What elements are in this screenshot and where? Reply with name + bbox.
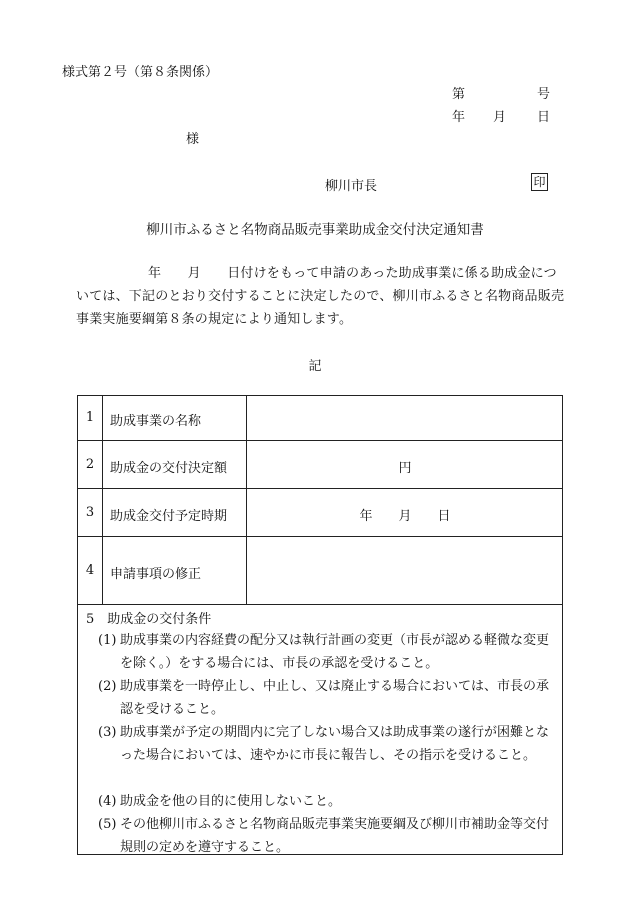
row-label: 申請事項の修正 xyxy=(110,567,202,582)
conditions-heading: 5 助成金の交付条件 xyxy=(86,612,212,627)
condition-text: 助成事業の内容経費の配分又は執行計画の変更（市長が認める軽微な変更を除く。）をする場合には、市長の承認を受けること。 xyxy=(120,633,550,671)
condition-item xyxy=(98,721,558,790)
notice-body-text: 年 月 日付けをもって申請のあった助成事業に係る助成金については、下記のとおり交付することに決定したので、柳川市ふるさと名物商品販売事業実施要綱第８条の規定により通知します。 xyxy=(76,266,565,327)
date-year: 年 xyxy=(452,110,466,125)
doc-number-prefix: 第 xyxy=(452,87,466,102)
issuer-name: 柳川市長 xyxy=(325,179,378,194)
row-label: 助成金の交付決定額 xyxy=(110,461,228,476)
condition-item xyxy=(98,813,558,853)
row-number: 3 xyxy=(85,505,95,520)
condition-number: (5) xyxy=(98,817,117,832)
decision-table xyxy=(77,395,563,855)
condition-number: (2) xyxy=(98,679,117,694)
ki-label: 記 xyxy=(308,359,322,374)
form-number: 様式第２号（第８条関係） xyxy=(62,65,219,80)
row-value: 円 xyxy=(398,461,412,476)
condition-number: (3) xyxy=(98,725,117,740)
row-number: 4 xyxy=(85,563,95,578)
condition-item xyxy=(98,790,558,813)
document-title: 柳川市ふるさと名物商品販売事業助成金交付決定通知書 xyxy=(146,222,484,238)
condition-text: その他柳川市ふるさと名物商品販売事業実施要綱及び柳川市補助金等交付規則の定めを遵守すること。 xyxy=(120,817,550,855)
condition-number: (1) xyxy=(98,633,117,648)
date-day: 日 xyxy=(537,110,551,125)
table-divider xyxy=(78,488,562,489)
condition-number: (4) xyxy=(98,794,117,809)
table-divider xyxy=(78,536,562,537)
condition-text: 助成事業を一時停止し、中止し、又は廃止する場合においては、市長の承認を受けること。 xyxy=(120,679,550,717)
doc-number-suffix: 号 xyxy=(537,87,551,102)
row-number: 2 xyxy=(85,457,95,472)
table-divider xyxy=(246,396,247,604)
row-number: 1 xyxy=(85,410,95,425)
recipient-honorific: 様 xyxy=(186,132,200,147)
row-label: 助成事業の名称 xyxy=(110,414,202,429)
table-divider xyxy=(78,440,562,441)
condition-text: 助成金を他の目的に使用しないこと。 xyxy=(120,794,342,809)
condition-item xyxy=(98,629,558,675)
table-divider xyxy=(102,396,103,604)
date-month: 月 xyxy=(493,110,507,125)
row-value: 年 月 日 xyxy=(359,509,451,524)
table-divider xyxy=(78,604,562,605)
condition-item xyxy=(98,675,558,721)
condition-text: 助成事業が予定の期間内に完了しない場合又は助成事業の遂行が困難となった場合においては、速やかに市長に報告し、その指示を受けること。 xyxy=(120,725,550,763)
seal-stamp: 印 xyxy=(531,173,548,191)
row-label: 助成金交付予定時期 xyxy=(110,509,228,524)
